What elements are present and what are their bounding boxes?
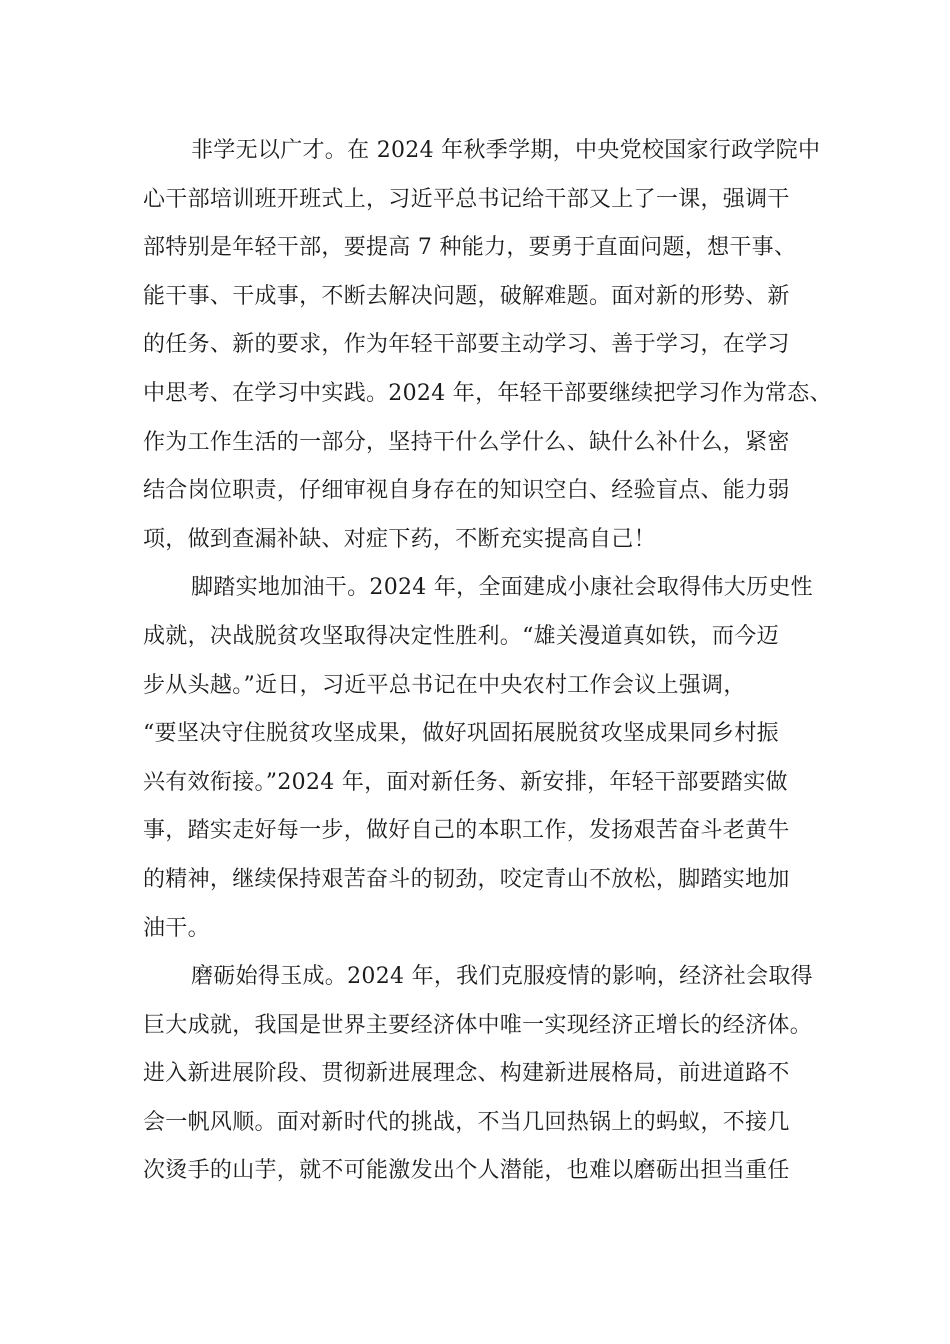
text-line: 非学无以广才。在 2024 年秋季学期，中央党校国家行政学院中 bbox=[191, 138, 821, 163]
text-line: 中思考、在学习中实践。2024 年，年轻干部要继续把学习作为常态、 bbox=[143, 380, 832, 406]
text-line: 兴有效衔接。”2024 年，面对新任务、新安排，年轻干部要踏实做 bbox=[143, 769, 788, 795]
text-line: “要坚决守住脱贫攻坚成果，做好巩固拓展脱贫攻坚成果同乡村振 bbox=[143, 721, 779, 747]
paragraph-tempering bbox=[143, 953, 813, 1196]
text-line: 心干部培训班开班式上，习近平总书记给干部又上了一课，强调干 bbox=[143, 186, 790, 212]
text-line: 的任务、新的要求，作为年轻干部要主动学习、善于学习，在学习 bbox=[143, 332, 790, 358]
text-line: 脚踏实地加油干。2024 年，全面建成小康社会取得伟大历史性 bbox=[191, 575, 813, 601]
text-line: 会一帆风顺。面对新时代的挑战，不当几回热锅上的蚂蚁，不接几 bbox=[143, 1109, 790, 1135]
text-line: 巨大成就，我国是世界主要经济体中唯一实现经济正增长的经济体。 bbox=[143, 1012, 813, 1038]
text-line: 能干事、干成事，不断去解决问题，破解难题。面对新的形势、新 bbox=[143, 283, 790, 309]
text-line: 事，踏实走好每一步，做好自己的本职工作，发扬艰苦奋斗老黄牛 bbox=[143, 818, 790, 844]
text-line: 部特别是年轻干部，要提高 7 种能力，要勇于直面问题，想干事、 bbox=[143, 235, 797, 261]
text-line: 磨砺始得玉成。2024 年，我们克服疫情的影响，经济社会取得 bbox=[191, 964, 813, 990]
text-line: 的精神，继续保持艰苦奋斗的韧劲，咬定青山不放松，脚踏实地加 bbox=[143, 866, 790, 892]
paragraph-learning bbox=[143, 127, 832, 564]
text-line: 进入新进展阶段、贯彻新进展理念、构建新进展格局，前进道路不 bbox=[143, 1061, 790, 1087]
text-line: 成就，决战脱贫攻坚取得决定性胜利。“雄关漫道真如铁，而今迈 bbox=[143, 623, 779, 649]
text-line: 结合岗位职责，仔细审视自身存在的知识空白、经验盲点、能力弱 bbox=[143, 478, 790, 504]
text-line: 油干。 bbox=[143, 915, 210, 941]
paragraph-down-to-earth bbox=[143, 564, 813, 953]
text-line: 次烫手的山芋，就不可能激发出个人潜能，也难以磨砺出担当重任 bbox=[143, 1158, 790, 1184]
text-line: 项，做到查漏补缺、对症下药，不断充实提高自己！ bbox=[143, 526, 656, 552]
document-body bbox=[143, 127, 832, 1196]
text-line: 作为工作生活的一部分，坚持干什么学什么、缺什么补什么，紧密 bbox=[143, 429, 790, 455]
text-line: 步从头越。”近日，习近平总书记在中央农村工作会议上强调， bbox=[143, 672, 746, 698]
